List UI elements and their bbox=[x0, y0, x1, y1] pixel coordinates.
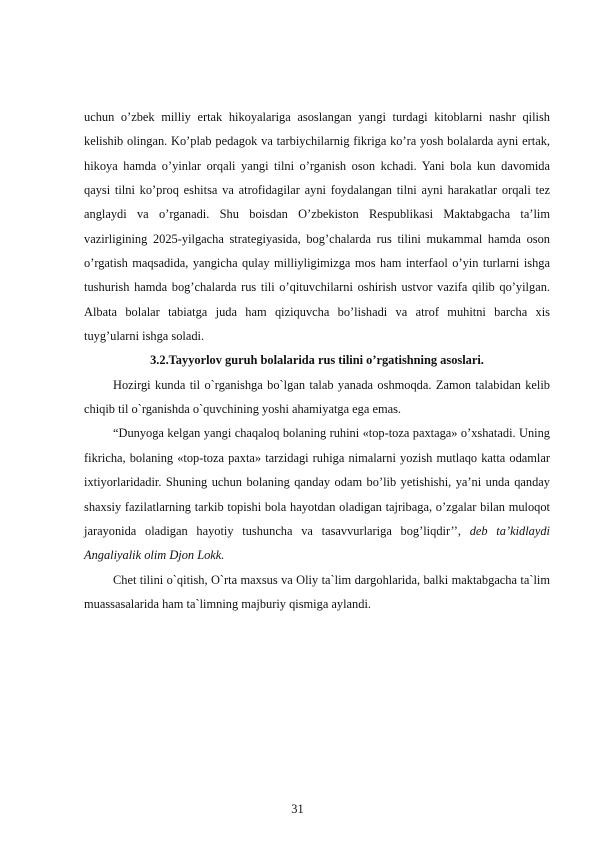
body-paragraph-3 bbox=[84, 421, 550, 567]
quote-text: “Dunyoga kelgan yangi chaqaloq bolaning ruhini «top-toza paxtaga» o’xshatadi. Uning fikricha, bolaning «top-toza paxta» tarzidagi ruhiga nimalarni yozish mutlaqo katta odamlar ixtiyorlaridadir. Shuning uchun bolaning qanday odam bo’lib yetishishi, ya’ni unda qanday shaxsiy fazilatlarning tarkib topishi bola hayotdan oladigan tajribaga, o’zgalar bilan muloqot jarayonida oladigan hayotiy tushuncha va tasavvurlariga bog’liqdir’’, bbox=[84, 426, 550, 538]
page-number: 31 bbox=[291, 802, 304, 816]
body-paragraph-2: Hozirgi kunda til o`rganishga bo`lgan talab yanada oshmoqda. Zamon talabidan kelib chiqib til o`rganishda o`quvchining yoshi ahamiyatga ega emas. bbox=[84, 377, 550, 417]
document-page bbox=[84, 105, 550, 616]
body-paragraph-1: uchun o’zbek milliy ertak hikoyalariga asoslangan yangi turdagi kitoblarni nashr qilish kelishib olingan. Ko’plab pedagok va tarbiychilarnig fikriga ko’ra yosh bolalarda ayni ertak, hikoya hamda o’yinlar orqali yangi tilni o’rganish oson kchadi. Yani bola kun davomida qaysi tilni ko’proq eshitsa va atrofidagilar ayni foydalangan tilni ayni harakatlar orqali tez anglaydi va o’rganadi. Shu boisdan O’zbekiston Respublikasi Maktabgacha ta’lim vazirligining 2025-yilgacha strategiyasida, bog’chalarda rus tilini mukammal hamda oson o’rgatish maqsadida, yangicha qulay milliyligimizga mos ham interfaol o’yin turlarni ishga tushurish hamda bog’chalarda rus tili o’qituvchilarni oshirish ustvor vazifa qilib qo’yilgan. Albata bolalar tabiatga juda ham qiziquvcha bo’lishadi va atrof muhitni barcha xis tuyg’ularni ishga soladi. bbox=[84, 110, 550, 344]
section-heading: 3.2.Tayyorlov guruh bolalarida rus tilini o’rgatishning asoslari. bbox=[150, 353, 484, 368]
quote-source: deb ta’kidlaydi Angaliyalik olim Djon Lokk. bbox=[84, 523, 550, 563]
body-paragraph-4: Chet tilini o`qitish, O`rta maxsus va Oliy ta`lim dargohlarida, balki maktabgacha ta`lim muassasalarida ham ta`limning majburiy qismiga aylandi. bbox=[84, 572, 550, 611]
